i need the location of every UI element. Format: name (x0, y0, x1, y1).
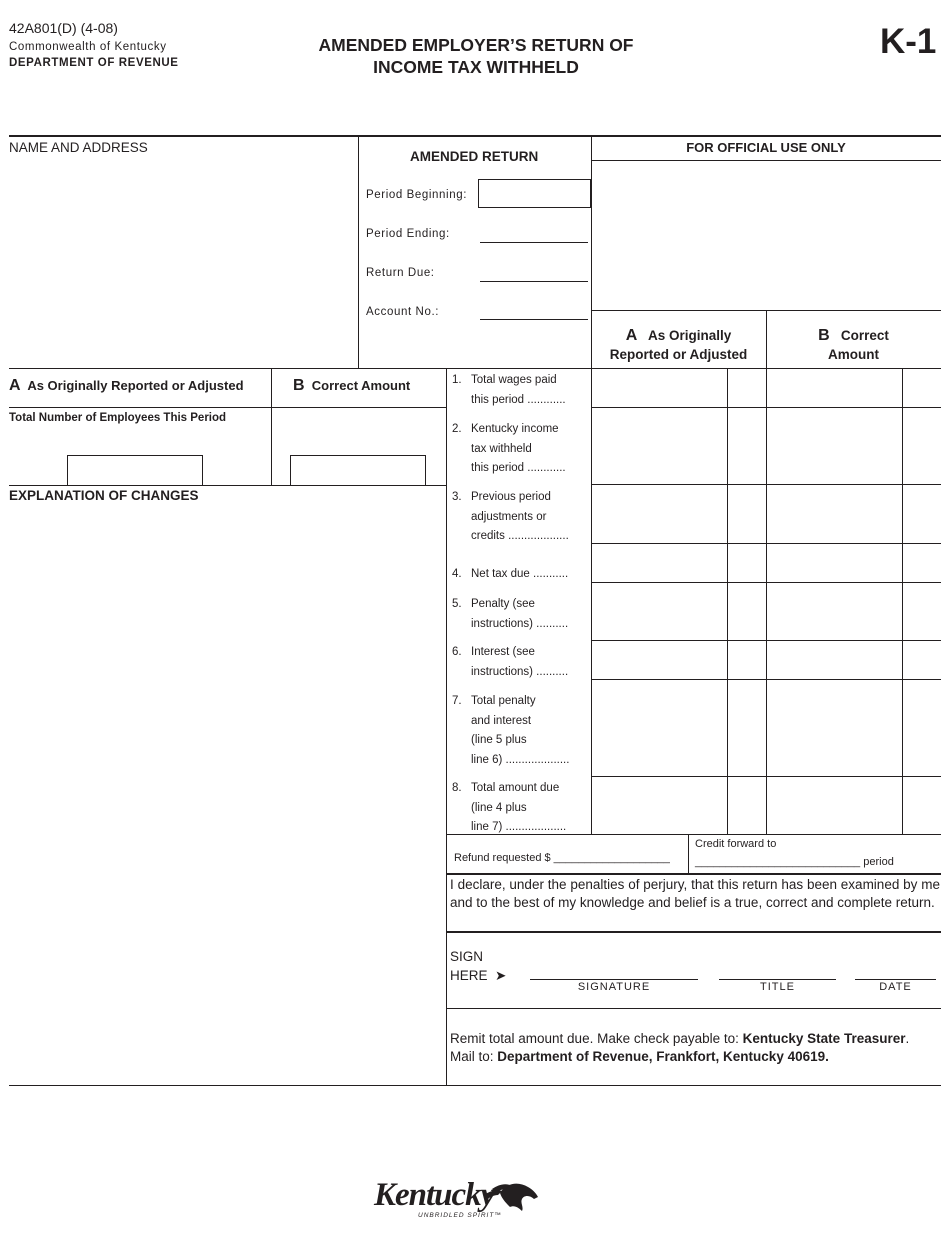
divider (727, 369, 728, 834)
employees-correct-field[interactable] (290, 455, 426, 486)
line-8-correct-amount[interactable] (767, 777, 902, 834)
line-number: 1. (452, 374, 462, 386)
line-number: 7. (452, 695, 462, 707)
name-address-label: NAME AND ADDRESS (9, 140, 148, 155)
line-8-label: Total amount due (line 4 plus line 7) ................... (471, 782, 567, 833)
line-5-correct-amount[interactable] (767, 583, 902, 640)
arrow-right-icon: ➤ (495, 968, 507, 983)
date-field[interactable] (855, 979, 936, 980)
line-7-label: Total penalty and interest (line 5 plus line 6) .................... (471, 695, 570, 766)
line-number: 8. (452, 782, 462, 794)
left-column-b-header: B Correct Amount (293, 377, 411, 394)
return-due-field[interactable] (480, 281, 588, 282)
line-6-correct-amount[interactable] (767, 641, 902, 679)
line-7-original-amount[interactable] (592, 680, 727, 776)
line-7-correct-amount[interactable] (767, 680, 902, 776)
rule (9, 485, 446, 486)
official-use-rule (592, 160, 941, 161)
line-3-correct-amount[interactable] (767, 485, 902, 543)
divider (271, 369, 272, 485)
account-no-field[interactable] (480, 319, 588, 320)
rule (446, 873, 941, 875)
divider (902, 369, 903, 834)
left-column-a-header: A As Originally Reported or Adjusted (9, 377, 244, 394)
line-3-original-amount[interactable] (592, 485, 727, 543)
credit-forward-label: Credit forward to (695, 838, 777, 850)
line-2-correct-amount[interactable] (767, 408, 902, 484)
form-title: AMENDED EMPLOYER’S RETURN OF INCOME TAX WITHHELD (318, 35, 634, 77)
credit-forward-field[interactable]: ___________________________ period (695, 856, 894, 868)
line-number: 4. (452, 568, 462, 580)
date-label: DATE (879, 981, 912, 993)
explanation-field[interactable] (10, 508, 444, 1084)
line-3-label: Previous period adjustments or credits ................... (471, 491, 569, 542)
official-use-label: FOR OFFICIAL USE ONLY (686, 140, 846, 155)
line-2-original-amount[interactable] (592, 408, 727, 484)
period-ending-field[interactable] (480, 242, 588, 243)
title-label: TITLE (760, 981, 795, 993)
line-number: 2. (452, 423, 462, 435)
line-1-original-amount[interactable] (592, 370, 727, 407)
signature-field[interactable] (530, 979, 698, 980)
line-4-correct-amount[interactable] (767, 544, 902, 582)
line-2-label: Kentucky income tax withheld this period ............ (471, 423, 566, 474)
center-divider (446, 369, 447, 1086)
return-due-label: Return Due: (366, 267, 435, 279)
line-4-label: Net tax due ........... (471, 568, 569, 580)
period-ending-label: Period Ending: (366, 228, 450, 240)
mid-rule (9, 368, 941, 369)
line-1-label: Total wages paid this period ............ (471, 374, 566, 406)
form-code: K-1 (880, 22, 937, 61)
line-number: 3. (452, 491, 462, 503)
logo-wordmark: Kentucky (374, 1177, 495, 1213)
top-rule (9, 135, 941, 137)
sign-here-label: SIGN HERE ➤ (450, 949, 507, 983)
line-6-original-amount[interactable] (592, 641, 727, 679)
line-number: 6. (452, 646, 462, 658)
logo-tagline: UNBRIDLED SPIRIT™ (418, 1212, 502, 1219)
period-beginning-label: Period Beginning: (366, 189, 467, 201)
period-beginning-field[interactable] (478, 179, 591, 208)
signature-label: SIGNATURE (577, 981, 651, 993)
rule (446, 1008, 941, 1009)
refund-requested-field[interactable]: Refund requested $ ___________________ (454, 852, 670, 864)
line-4-original-amount[interactable] (592, 544, 727, 582)
remit-instructions: Remit total amount due. Make check payable to: Kentucky State Treasurer. Mail to: Department of Revenue, Frankfort, Kentucky 40619. (450, 1031, 910, 1064)
line-1-correct-amount[interactable] (767, 370, 902, 407)
explanation-label: EXPLANATION OF CHANGES (9, 488, 199, 503)
line-number: 5. (452, 598, 462, 610)
rule (446, 931, 941, 933)
line-8-original-amount[interactable] (592, 777, 727, 834)
divider (688, 835, 689, 873)
employees-original-field[interactable] (67, 455, 203, 486)
bottom-rule (9, 1085, 941, 1086)
title-field[interactable] (719, 979, 836, 980)
rule (446, 834, 941, 835)
commonwealth-label: Commonwealth of Kentucky (9, 41, 167, 53)
account-no-label: Account No.: (366, 306, 440, 318)
employees-label: Total Number of Employees This Period (9, 412, 227, 424)
column-b-header: B Correct Amount (818, 327, 889, 362)
declaration-text: I declare, under the penalties of perjury, that this return has been examined by me and to the best of my knowledge and belief is a true, correct and complete return. (450, 877, 940, 910)
line-5-original-amount[interactable] (592, 583, 727, 640)
column-a-header: A As Originally Reported or Adjusted (609, 327, 748, 362)
line-6-label: Interest (see instructions) .......... (471, 646, 569, 678)
department-label: DEPARTMENT OF REVENUE (9, 57, 179, 69)
kentucky-logo (372, 1175, 552, 1231)
rule (9, 407, 446, 408)
amended-return-label: AMENDED RETURN (410, 149, 539, 164)
form-number: 42A801(D) (4-08) (9, 20, 118, 36)
line-5-label: Penalty (see instructions) .......... (471, 598, 569, 630)
divider (358, 136, 359, 368)
